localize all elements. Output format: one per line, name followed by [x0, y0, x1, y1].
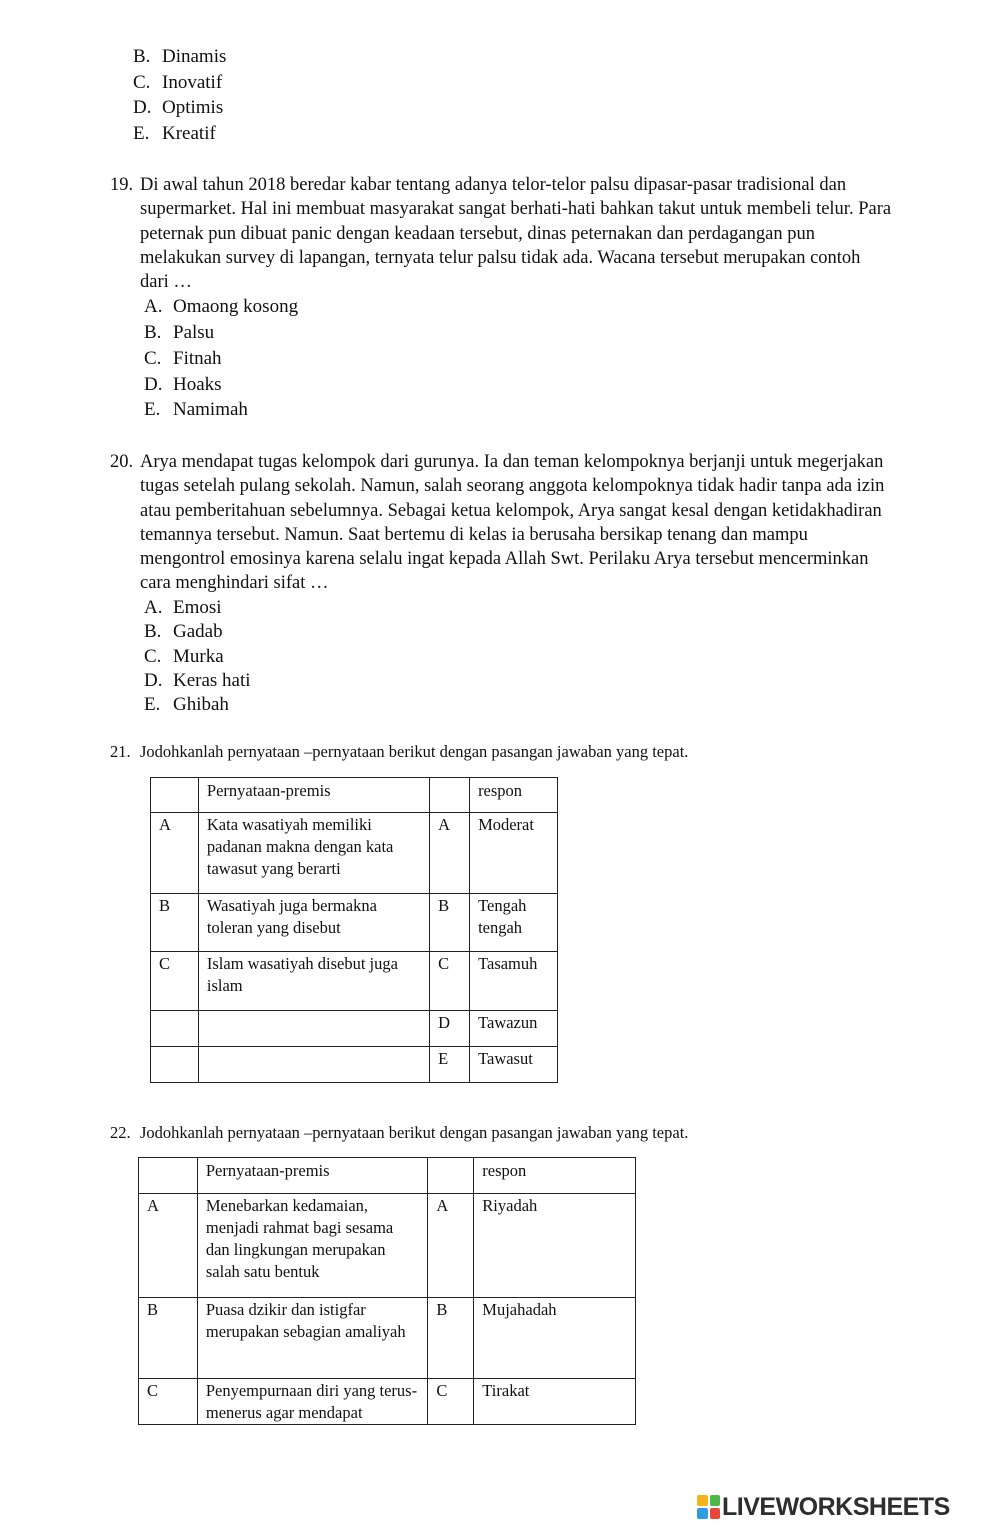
- question-19: [110, 173, 940, 423]
- table-row: [139, 1298, 636, 1379]
- premis-text[interactable]: Kata wasatiyah memiliki padanan makna dengan kata tawasut yang berarti: [198, 813, 429, 894]
- q19-option[interactable]: D. Hoaks: [144, 373, 222, 395]
- logo-square: [697, 1508, 708, 1519]
- q18-option[interactable]: B. Dinamis: [133, 46, 227, 67]
- table-header-row: [151, 778, 558, 813]
- respon-letter: E: [430, 1047, 470, 1083]
- premis-letter: B: [139, 1298, 198, 1379]
- question-text: Di awal tahun 2018 beredar kabar tentang adanya telor-telor palsu dipasar-pasar tradisional dan supermarket. Hal ini membuat masyarakat sangat berhati-hati bahkan takut untuk membeli telur. Para peternak pun dibuat panic dengan keadaan tersebut, dinas peternakan dan perdagangan pun melakukan survey di lapangan, ternyata telur palsu tidak ada. Wacana tersebut merupakan contoh dari …: [140, 175, 892, 293]
- q18-option[interactable]: D. Optimis: [133, 97, 224, 119]
- question-number: 19.: [110, 175, 134, 195]
- premis-letter: C: [139, 1379, 198, 1425]
- respon-text[interactable]: Tawasut: [470, 1047, 558, 1083]
- q22-matching-table: [138, 1157, 636, 1425]
- q19-option[interactable]: C. Fitnah: [144, 347, 222, 369]
- premis-text[interactable]: Puasa dzikir dan istigfar merupakan sebagian amaliyah: [197, 1298, 428, 1379]
- respon-text[interactable]: Tengah tengah: [470, 894, 558, 952]
- q19-options: [144, 294, 940, 422]
- q18-options: [133, 44, 226, 147]
- respon-text[interactable]: Riyadah: [474, 1194, 636, 1298]
- question-instruction: Jodohkanlah pernyataan –pernyataan berikut dengan pasangan jawaban yang tepat.: [140, 1123, 689, 1142]
- premis-letter: [151, 1047, 199, 1083]
- premis-text[interactable]: Islam wasatiyah disebut juga islam: [198, 952, 429, 1011]
- respon-text[interactable]: Mujahadah: [474, 1298, 636, 1379]
- question-instruction: Jodohkanlah pernyataan –pernyataan berikut dengan pasangan jawaban yang tepat.: [140, 742, 689, 761]
- respon-letter: B: [428, 1298, 474, 1379]
- liveworksheets-logo[interactable]: [697, 1491, 994, 1523]
- respon-text[interactable]: Tasamuh: [470, 952, 558, 1011]
- q19-option[interactable]: B. Palsu: [144, 322, 215, 344]
- table-row: [151, 813, 558, 894]
- table-cell: [139, 1158, 198, 1194]
- premis-letter: B: [151, 894, 199, 952]
- table-cell: [428, 1158, 474, 1194]
- premis-letter: A: [151, 813, 199, 894]
- table-cell: [430, 778, 470, 813]
- liveworksheets-logo-icon: [697, 1495, 720, 1519]
- question-20: [110, 450, 940, 718]
- table-row: [139, 1379, 636, 1425]
- q20-option[interactable]: B. Gadab: [144, 621, 223, 643]
- table-row: [151, 894, 558, 952]
- q18-option[interactable]: E. Kreatif: [133, 123, 216, 145]
- respon-letter: A: [430, 813, 470, 894]
- premis-text: [198, 1047, 429, 1083]
- respon-letter: D: [430, 1011, 470, 1047]
- respon-letter: C: [430, 952, 470, 1011]
- table-row: [151, 1047, 558, 1083]
- table-row: [139, 1194, 636, 1298]
- premis-text[interactable]: Penyempurnaan diri yang terus-menerus agar mendapat: [197, 1379, 428, 1425]
- table-header-premis: Pernyataan-premis: [198, 778, 429, 813]
- premis-letter: A: [139, 1194, 198, 1298]
- q20-option[interactable]: A. Emosi: [144, 596, 222, 618]
- respon-text[interactable]: Tawazun: [470, 1011, 558, 1047]
- premis-letter: [151, 1011, 199, 1047]
- logo-square: [710, 1495, 721, 1506]
- question-number: 22.: [110, 1123, 131, 1142]
- respon-letter: C: [428, 1379, 474, 1425]
- respon-letter: A: [428, 1194, 474, 1298]
- question-21: [110, 741, 688, 763]
- logo-square: [697, 1495, 708, 1506]
- logo-square: [710, 1508, 721, 1519]
- respon-letter: B: [430, 894, 470, 952]
- q20-option[interactable]: C. Murka: [144, 645, 224, 667]
- table-row: [151, 1011, 558, 1047]
- table-header-respon: respon: [470, 778, 558, 813]
- q20-options: [144, 596, 940, 718]
- q18-option[interactable]: C. Inovatif: [133, 71, 223, 93]
- liveworksheets-wordmark: LIVEWORKSHEETS: [722, 1492, 950, 1521]
- question-text: Arya mendapat tugas kelompok dari gurunya. Ia dan teman kelompoknya berjanji untuk megerjakan tugas setelah pulang sekolah. Namun, salah seorang anggota kelompoknya tidak hadir tanpa ada izin atau pemberitahuan sebelumnya. Sebagai ketua kelompok, Arya sangat kesal dengan ketidakhadiran temannya tersebut. Namun. Saat bertemu di kelas ia berusaha bersikap tenang dan mampu mengontrol emosinya karena selalu ingat kepada Allah Swt. Perilaku Arya tersebut mencerminkan cara menghindari sifat …: [140, 452, 885, 594]
- table-cell: [151, 778, 199, 813]
- table-header-row: [139, 1158, 636, 1194]
- question-22: [110, 1122, 688, 1144]
- premis-text[interactable]: Menebarkan kedamaian, menjadi rahmat bagi sesama dan lingkungan merupakan salah satu bentuk: [197, 1194, 428, 1298]
- table-header-respon: respon: [474, 1158, 636, 1194]
- question-number: 21.: [110, 742, 131, 761]
- q19-option[interactable]: A. Omaong kosong: [144, 296, 299, 318]
- q20-option[interactable]: D. Keras hati: [144, 669, 251, 691]
- q19-option[interactable]: E. Namimah: [144, 399, 248, 421]
- question-number: 20.: [110, 452, 134, 472]
- table-row: [151, 952, 558, 1011]
- q20-option[interactable]: E. Ghibah: [144, 694, 229, 716]
- q21-matching-table: [150, 777, 558, 1083]
- premis-text: [198, 1011, 429, 1047]
- premis-letter: C: [151, 952, 199, 1011]
- table-header-premis: Pernyataan-premis: [197, 1158, 428, 1194]
- respon-text[interactable]: Tirakat: [474, 1379, 636, 1425]
- premis-text[interactable]: Wasatiyah juga bermakna toleran yang disebut: [198, 894, 429, 952]
- respon-text[interactable]: Moderat: [470, 813, 558, 894]
